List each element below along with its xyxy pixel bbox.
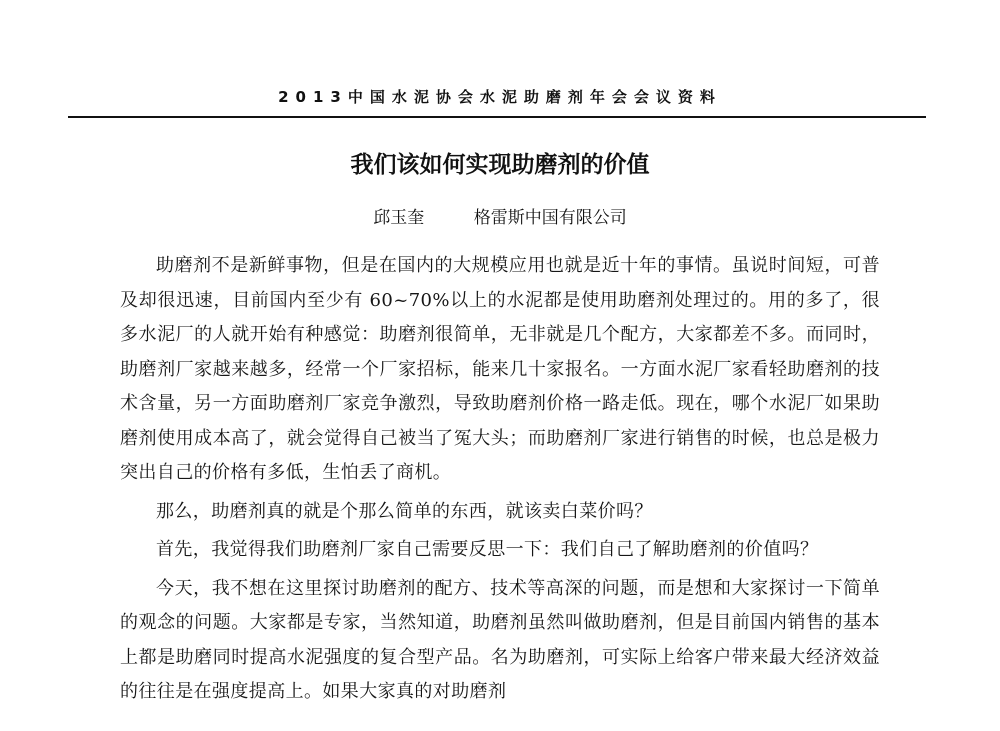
header-rule (68, 116, 926, 118)
body-text (120, 249, 880, 714)
paragraph: 今天，我不想在这里探讨助磨剂的配方、技术等高深的问题，而是想和大家探讨一下简单的观念的问题。大家都是专家，当然知道，助磨剂虽然叫做助磨剂，但是目前国内销售的基本上都是助磨同时提高水泥强度的复合型产品。名为助磨剂，可实际上给客户带来最大经济效益的往往是在强度提高上。如果大家真的对助磨剂 (120, 577, 880, 702)
author-organization: 格雷斯中国有限公司 (473, 208, 627, 228)
paragraph: 那么，助磨剂真的就是个那么简单的东西，就该卖白菜价吗？ (156, 500, 653, 522)
running-header: 2013中国水泥协会水泥助磨剂年会会议资料 (278, 88, 722, 106)
article-title: 我们该如何实现助磨剂的价值 (350, 152, 650, 178)
byline (0, 203, 1000, 228)
paragraph: 助磨剂不是新鲜事物，但是在国内的大规模应用也就是近十年的事情。虽说时间短，可普及却很迅速，目前国内至少有 60~70%以上的水泥都是使用助磨剂处理过的。用的多了，很多水泥厂的人就开始有种感觉：助磨剂很简单，无非就是几个配方，大家都差不多。而同时，助磨剂厂家越来越多，经常一个厂家招标，能来几十家报名。一方面水泥厂家看轻助磨剂的技术含量，另一方面助磨剂厂家竞争激烈，导致助磨剂价格一路走低。现在，哪个水泥厂如果助磨剂使用成本高了，就会觉得自己被当了冤大头；而助磨剂厂家进行销售的时候，也总是极力突出自己的价格有多低，生怕丢了商机。 (120, 255, 880, 483)
author-name: 邱玉奎 (373, 208, 425, 228)
paragraph: 首先，我觉得我们助磨剂厂家自己需要反思一下：我们自己了解助磨剂的价值吗？ (156, 539, 819, 560)
